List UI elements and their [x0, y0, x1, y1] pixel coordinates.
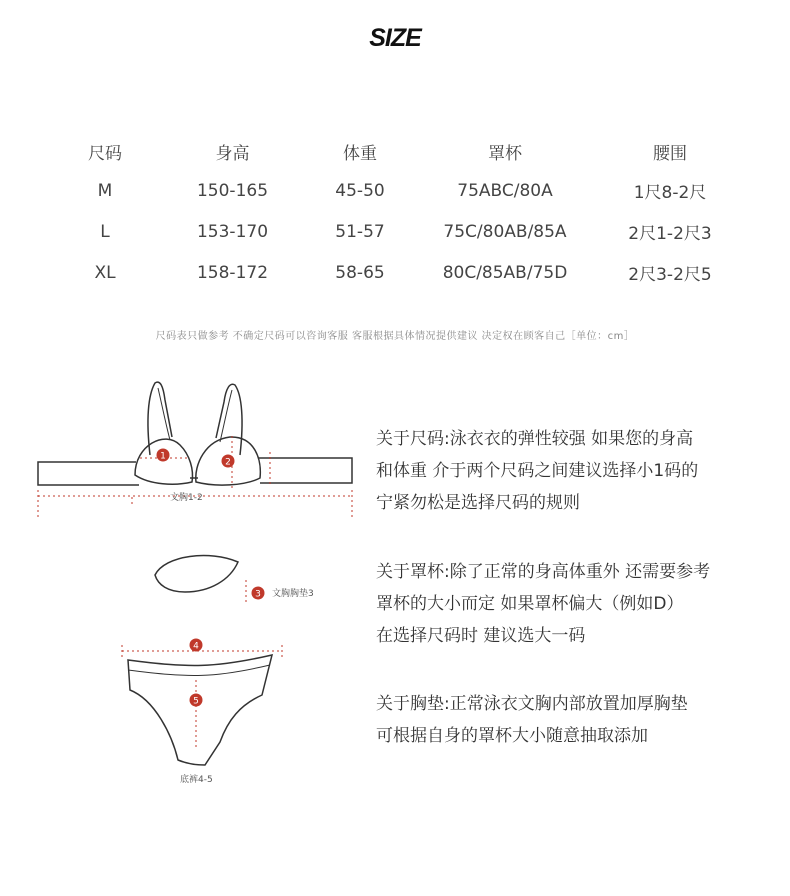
table-cell: 80C/85AB/75D — [442, 262, 568, 283]
table-cell: XL — [94, 262, 116, 283]
header-weight: 体重 — [343, 143, 377, 164]
marker-1 — [157, 449, 170, 462]
paragraph-line: 可根据自身的罩杯大小随意抽取添加 — [376, 726, 648, 746]
paragraph-line: 在选择尺码时 建议选大一码 — [376, 626, 586, 646]
bra-drawing — [38, 382, 352, 485]
paragraph-line: 罩杯的大小而定 如果罩杯偏大（例如D） — [376, 594, 684, 614]
marker-3 — [252, 587, 265, 600]
table-cell: L — [100, 221, 110, 242]
table-cell: 153-170 — [196, 221, 269, 242]
cup-advice-paragraph — [376, 556, 710, 652]
table-cell: 2尺1-2尺3 — [628, 224, 712, 244]
table-cell: 2尺3-2尺5 — [628, 265, 712, 285]
paragraph-line: 和体重 介于两个尺码之间建议选择小1码的 — [376, 461, 699, 481]
table-cell: 45-50 — [335, 180, 385, 201]
svg-text:5: 5 — [193, 696, 199, 707]
svg-text:3: 3 — [255, 589, 261, 600]
label-pad: 文胸胸垫3 — [272, 589, 314, 599]
size-advice-paragraph — [376, 423, 698, 519]
header-waist: 腰围 — [653, 143, 687, 164]
header-cup: 罩杯 — [488, 143, 522, 164]
size-note: 尺码表只做参考 不确定尺码可以咨询客服 客服根据具体情况提供建议 决定权在顾客自己［单位：cm］ — [155, 331, 635, 342]
paragraph-line: 关于胸垫:正常泳衣文胸内部放置加厚胸垫 — [376, 694, 688, 714]
label-briefs: 底裤4-5 — [180, 775, 213, 785]
pad-advice-paragraph — [376, 688, 688, 752]
marker-5 — [190, 694, 203, 707]
marker-2 — [222, 455, 235, 468]
pad-drawing — [155, 556, 238, 592]
briefs-drawing — [128, 655, 272, 765]
table-cell: M — [97, 180, 113, 201]
header-size: 尺码 — [88, 143, 122, 164]
table-cell: 75C/80AB/85A — [443, 221, 567, 242]
marker-4 — [190, 639, 203, 652]
svg-text:1: 1 — [160, 451, 166, 462]
paragraph-line: 宁紧勿松是选择尺码的规则 — [376, 493, 580, 513]
header-height: 身高 — [215, 143, 250, 164]
paragraph-line: 关于罩杯:除了正常的身高体重外 还需要参考 — [376, 562, 711, 582]
svg-text:4: 4 — [193, 641, 199, 652]
page-title: SIZE — [369, 24, 421, 52]
table-cell: 75ABC/80A — [457, 180, 553, 201]
label-bra: 文胸1-2 — [170, 493, 203, 503]
svg-text:2: 2 — [225, 457, 231, 468]
paragraph-line: 关于尺码:泳衣衣的弹性较强 如果您的身高 — [376, 429, 694, 449]
table-cell: 58-65 — [335, 262, 385, 283]
table-cell: 158-172 — [196, 262, 269, 283]
table-cell: 51-57 — [335, 221, 385, 242]
table-cell: 150-165 — [196, 180, 269, 201]
table-cell: 1尺8-2尺 — [633, 183, 707, 203]
